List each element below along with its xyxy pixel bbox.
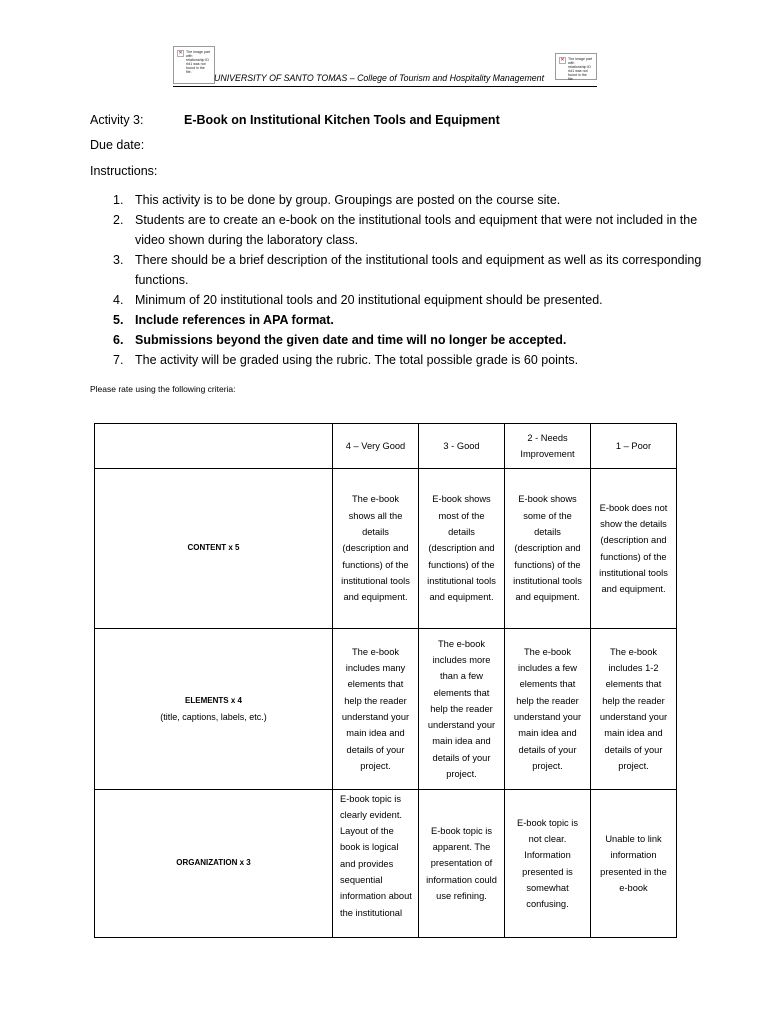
criterion-cell bbox=[95, 469, 333, 629]
rubric-cell: E-book shows most of the details (description and functions) of the institutional tools and equipment. bbox=[419, 469, 505, 629]
due-date-label: Due date: bbox=[90, 138, 145, 152]
broken-image-message: The image part with relationship ID rId1 was not found in the file. bbox=[186, 50, 211, 74]
broken-image-placeholder-left bbox=[173, 46, 215, 84]
activity-title: E-Book on Institutional Kitchen Tools and Equipment bbox=[184, 113, 500, 127]
criterion-subtitle: (title, captions, labels, etc.) bbox=[160, 712, 267, 722]
criterion-name: ELEMENTS x 4 bbox=[185, 695, 242, 705]
criterion-name: CONTENT x 5 bbox=[187, 543, 240, 553]
criterion-cell bbox=[95, 629, 333, 790]
rubric-cell: E-book topic is clearly evident. Layout of the book is logical and provides sequential information about the institutional bbox=[333, 790, 419, 938]
rubric-header-row bbox=[95, 424, 677, 469]
rubric-header-cell: 2 - Needs Improvement bbox=[505, 424, 591, 469]
broken-image-icon: ✕ bbox=[560, 57, 565, 63]
rubric-header-cell: 3 - Good bbox=[419, 424, 505, 469]
instruction-item: 7. The activity will be graded using the rubric. The total possible grade is 60 points. bbox=[113, 353, 579, 367]
rubric-table bbox=[94, 423, 677, 938]
rubric-header-cell: 4 – Very Good bbox=[333, 424, 419, 469]
criteria-note: Please rate using the following criteria: bbox=[90, 384, 236, 394]
criterion-name: ORGANIZATION x 3 bbox=[176, 858, 251, 868]
instruction-item: 4. Minimum of 20 institutional tools and 20 institutional equipment should be presented. bbox=[113, 293, 603, 307]
rubric-header-cell bbox=[95, 424, 333, 469]
rubric-cell: E-book topic is apparent. The presentation of information could use refining. bbox=[419, 790, 505, 938]
rubric-cell: Unable to link information presented in the e-book bbox=[591, 790, 677, 938]
criterion-cell bbox=[95, 790, 333, 938]
rubric-row bbox=[95, 790, 677, 938]
rubric-row bbox=[95, 629, 677, 790]
rubric-row bbox=[95, 469, 677, 629]
instructions-heading: Instructions: bbox=[90, 164, 158, 178]
header-divider bbox=[173, 86, 597, 87]
instruction-item: 1. This activity is to be done by group. Groupings are posted on the course site. bbox=[113, 193, 561, 207]
rubric-cell: The e-book includes a few elements that help the reader understand your main idea and details of your project. bbox=[505, 629, 591, 790]
rubric-cell: The e-book shows all the details (description and functions) of the institutional tools and equipment. bbox=[333, 469, 419, 629]
broken-image-icon: ✕ bbox=[178, 50, 183, 56]
broken-image-message: The image part with relationship ID rId1 was not found in the file. bbox=[568, 57, 593, 81]
instructions-list bbox=[113, 190, 727, 370]
institution-header: UNIVERSITY OF SANTO TOMAS – College of Tourism and Hospitality Management bbox=[214, 73, 545, 83]
instruction-item: 5. Include references in APA format. bbox=[113, 313, 334, 327]
broken-image-placeholder-right bbox=[555, 53, 597, 80]
rubric-header-cell: 1 – Poor bbox=[591, 424, 677, 469]
activity-label: Activity 3: bbox=[90, 113, 144, 127]
rubric-cell: E-book does not show the details (description and functions) of the institutional tools and equipment. bbox=[591, 469, 677, 629]
rubric-cell: The e-book includes many elements that help the reader understand your main idea and details of your project. bbox=[333, 629, 419, 790]
instruction-item: 3. There should be a brief description of the institutional tools and equipment as well as its corresponding functions. bbox=[113, 253, 702, 287]
rubric-cell: E-book shows some of the details (description and functions) of the institutional tools and equipment. bbox=[505, 469, 591, 629]
rubric-cell: The e-book includes more than a few elements that help the reader understand your main idea and details of your project. bbox=[419, 629, 505, 790]
rubric-cell: E-book topic is not clear. Information presented is somewhat confusing. bbox=[505, 790, 591, 938]
instruction-item: 2. Students are to create an e-book on the institutional tools and equipment that were not included in the video shown during the laboratory class. bbox=[113, 213, 698, 247]
instruction-item: 6. Submissions beyond the given date and time will no longer be accepted. bbox=[113, 333, 567, 347]
rubric-cell: The e-book includes 1-2 elements that help the reader understand your main idea and details of your project. bbox=[591, 629, 677, 790]
